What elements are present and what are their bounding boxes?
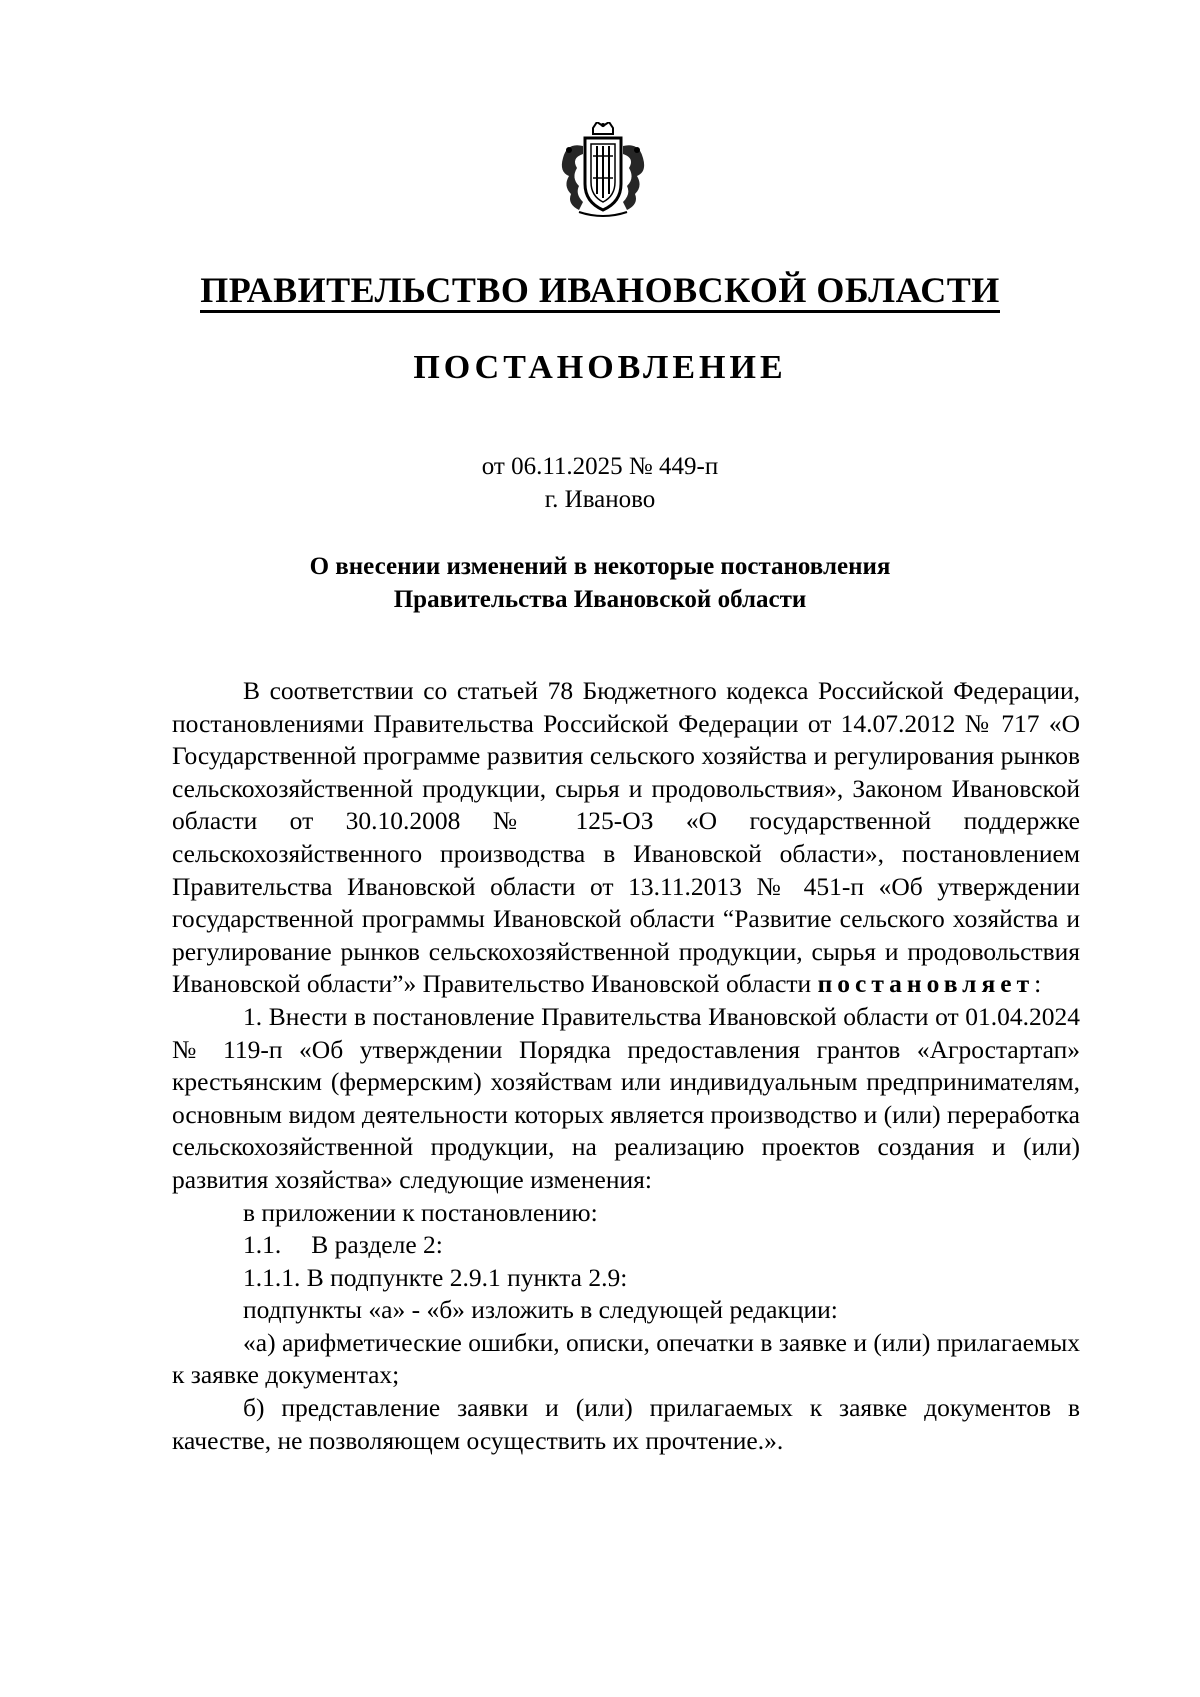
subject-line-1: О внесении изменений в некоторые постановления bbox=[309, 553, 891, 580]
decree-word: постановляет bbox=[817, 969, 1035, 999]
date-number: от 06.11.2025 № 449-п bbox=[481, 453, 719, 480]
document-body bbox=[172, 675, 1080, 1457]
decree-colon: : bbox=[1034, 969, 1042, 999]
preamble-text: В соответствии со статьей 78 Бюджетного кодекса Российской Федерации, постановлениями Правительства Российской Федерации от 14.07.2012 № 717 «О Государственной программе развития сельского хозяйства и регулирования рынков сельскохозяйственной продукции, сырья и продовольствия», Законом Ивановской области от 30.10.2008 № 125-ОЗ «О государственной поддержке сельскохозяйственного производства в Ивановской области», постановлением Правительства Ивановской области от 13.11.2013 № 451-п «Об утверждении государственной программы Ивановской области “Развитие сельского хозяйства и регулирование рынков сельскохозяйственной продукции, сырья и продовольствия Ивановской области”» Правительство Ивановской области bbox=[172, 676, 1080, 999]
subitem-b: б) представление заявки и (или) прилагаемых к заявке документов в качестве, не позволяющем осуществить их прочтение.». bbox=[172, 1393, 1080, 1455]
subject-line-2: Правительства Ивановской области bbox=[393, 586, 807, 613]
document-subject bbox=[0, 550, 1200, 616]
item-1-1-text: В разделе 2: bbox=[311, 1230, 443, 1260]
item-1-1-1: 1.1.1. В подпункте 2.9.1 пункта 2.9: bbox=[243, 1262, 628, 1292]
item-1-1-number: 1.1. bbox=[243, 1230, 282, 1260]
preamble-paragraph bbox=[172, 675, 1080, 1001]
appendix-line: в приложении к постановлению: bbox=[243, 1197, 598, 1227]
city: г. Иваново bbox=[544, 486, 656, 513]
subitem-a: «а) арифметические ошибки, описки, опечатки в заявке и (или) прилагаемых к заявке документах; bbox=[172, 1327, 1080, 1390]
document-meta bbox=[0, 450, 1200, 516]
item-1-1 bbox=[172, 1229, 1080, 1262]
item-1: 1. Внести в постановление Правительства Ивановской области от 01.04.2024 № 119-п «Об утверждении Порядка предоставления грантов «Агростартап» крестьянским (фермерским) хозяйствам или индивидуальным предпринимателям, основным видом деятельности которых является производство и (или) переработка сельскохозяйственной продукции, на реализацию проектов создания и (или) развития хозяйства» следующие изменения: bbox=[172, 1001, 1080, 1194]
subitems-intro: подпункты «а» - «б» изложить в следующей редакции: bbox=[243, 1295, 838, 1325]
government-title bbox=[0, 268, 1200, 312]
government-title-text: ПРАВИТЕЛЬСТВО ИВАНОВСКОЙ ОБЛАСТИ bbox=[200, 270, 1000, 313]
document-type: ПОСТАНОВЛЕНИЕ bbox=[413, 349, 787, 386]
coat-of-arms-icon bbox=[553, 122, 653, 222]
